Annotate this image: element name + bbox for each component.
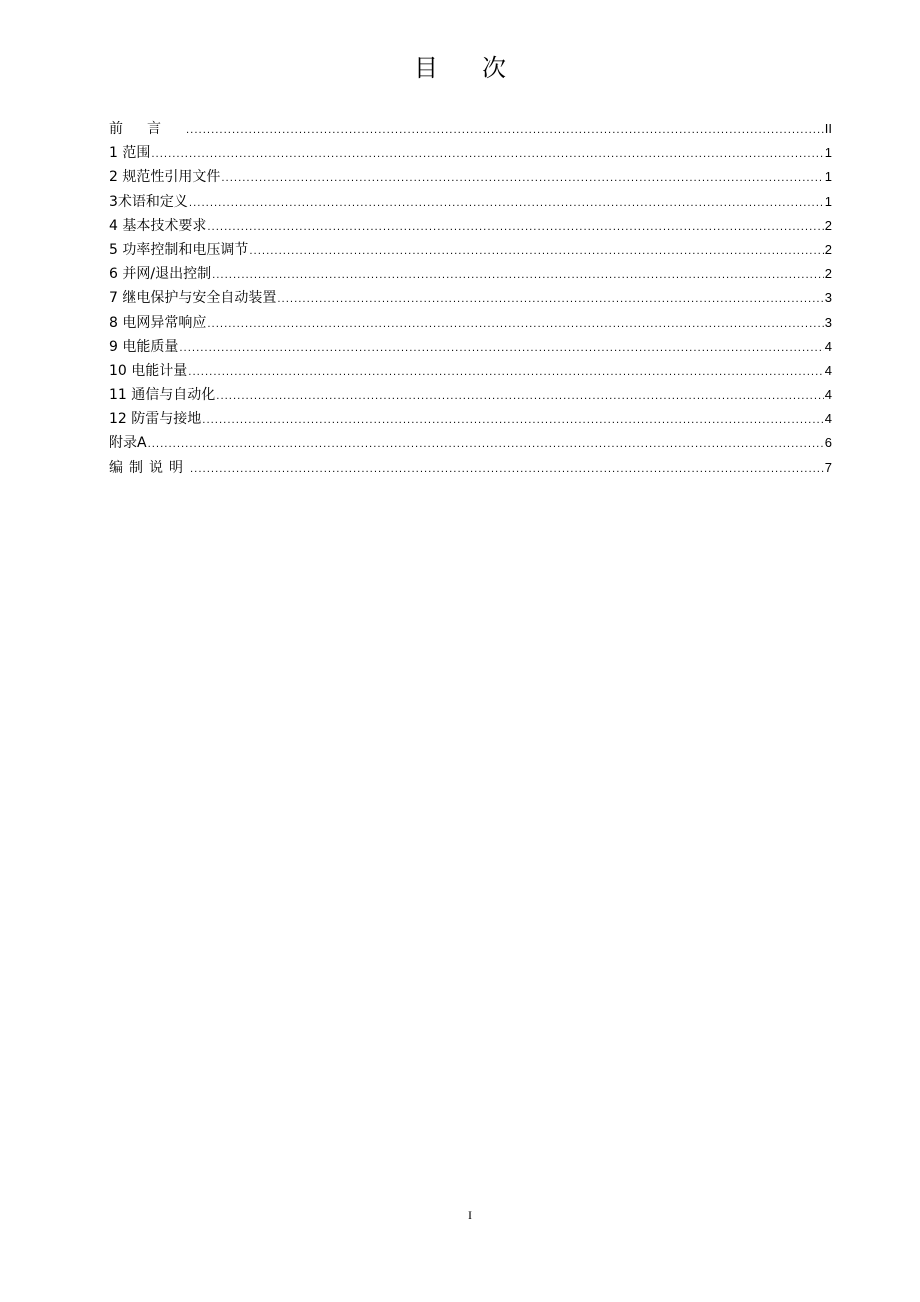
toc-entry-page: 4 — [824, 338, 832, 354]
toc-leader-dots — [190, 458, 824, 482]
toc-entry-label: 1 范围 — [109, 145, 151, 162]
toc-entry-label: 7 继电保护与安全自动装置 — [109, 290, 277, 307]
toc-entry-page: 4 — [824, 387, 832, 403]
table-of-contents — [109, 117, 832, 480]
toc-leader-dots — [186, 119, 824, 143]
page-title: 目次 — [414, 54, 550, 82]
toc-entry-page: 4 — [824, 362, 832, 378]
toc-leader-dots — [212, 264, 824, 288]
toc-entry-page: 7 — [824, 459, 832, 475]
toc-leader-dots — [179, 337, 823, 361]
toc-entry-compilation-notes[interactable] — [109, 456, 832, 480]
toc-leader-dots — [216, 385, 824, 409]
toc-leader-dots — [277, 288, 823, 312]
toc-entry-foreword[interactable] — [109, 117, 832, 141]
toc-entry-lightning-grounding[interactable] — [109, 407, 832, 431]
toc-entry-label: 前言 — [109, 121, 185, 137]
toc-entry-basic-requirements[interactable] — [109, 214, 832, 238]
toc-entry-label: 10 电能计量 — [109, 362, 188, 379]
toc-leader-dots — [188, 361, 824, 385]
toc-entry-terms-definitions[interactable] — [109, 190, 832, 214]
toc-leader-dots — [189, 192, 824, 216]
toc-entry-label: 3术语和定义 — [109, 193, 188, 210]
toc-entry-label: 附录A — [109, 435, 147, 452]
toc-entry-page: 4 — [824, 411, 832, 427]
toc-entry-page: 3 — [824, 290, 832, 306]
toc-entry-page: 1 — [824, 193, 832, 209]
toc-entry-label: 5 功率控制和电压调节 — [109, 241, 249, 258]
toc-leader-dots — [207, 313, 823, 337]
toc-entry-page: 1 — [824, 145, 832, 161]
toc-entry-scope[interactable] — [109, 141, 832, 165]
toc-entry-power-control[interactable] — [109, 238, 832, 262]
toc-entry-page: 2 — [824, 241, 832, 257]
toc-entry-page: II — [824, 121, 832, 136]
toc-entry-label: 2 规范性引用文件 — [109, 169, 221, 186]
toc-entry-label: 6 并网/退出控制 — [109, 266, 212, 283]
toc-leader-dots — [148, 433, 824, 457]
toc-entry-power-quality[interactable] — [109, 335, 832, 359]
toc-leader-dots — [221, 167, 823, 191]
toc-entry-abnormal-response[interactable] — [109, 311, 832, 335]
toc-entry-label: 8 电网异常响应 — [109, 314, 207, 331]
toc-entry-page: 2 — [824, 266, 832, 282]
toc-entry-page: 6 — [824, 435, 832, 451]
toc-entry-page: 1 — [824, 169, 832, 185]
toc-entry-communication[interactable] — [109, 383, 832, 407]
toc-leader-dots — [207, 216, 823, 240]
toc-leader-dots — [249, 240, 823, 264]
toc-entry-label: 4 基本技术要求 — [109, 217, 207, 234]
toc-entry-page: 2 — [824, 217, 832, 233]
toc-leader-dots — [202, 409, 824, 433]
toc-entry-relay-protection[interactable] — [109, 286, 832, 310]
toc-entry-page: 3 — [824, 314, 832, 330]
toc-entry-normative-references[interactable] — [109, 165, 832, 189]
toc-entry-label: 12 防雷与接地 — [109, 411, 202, 428]
toc-entry-label: 编制说明 — [109, 459, 189, 476]
page-number: I — [468, 1208, 472, 1222]
toc-entry-label: 9 电能质量 — [109, 338, 179, 355]
toc-leader-dots — [151, 143, 823, 167]
toc-entry-grid-connection[interactable] — [109, 262, 832, 286]
toc-entry-metering[interactable] — [109, 359, 832, 383]
toc-entry-appendix-a[interactable] — [109, 431, 832, 455]
toc-entry-label: 11 通信与自动化 — [109, 387, 216, 404]
